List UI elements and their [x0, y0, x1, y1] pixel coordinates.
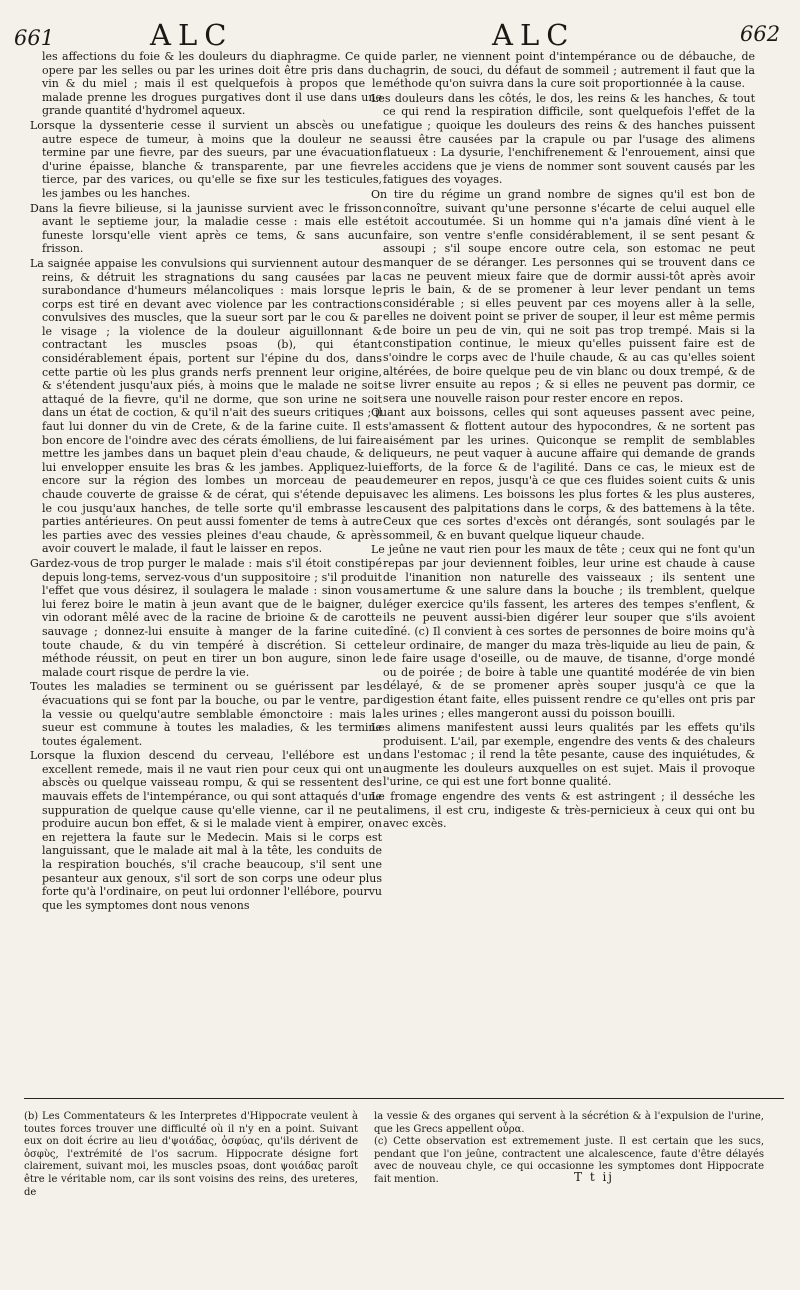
paragraph: Dans la fievre bilieuse, si la jaunisse survient avec le frisson avant le septieme jour, la maladie cesse : mais elle est funeste lorsqu'elle vient après ce tems, & sans aucun frisson.: [30, 201, 382, 256]
footnotes-right: [374, 1111, 764, 1187]
right-column: [371, 50, 755, 832]
paragraph: Le jeûne ne vaut rien pour les maux de tête ; ceux qui ne font qu'un repas par jour deviennent foibles, leur urine est chaude à cause de l'inanition non naturelle des vaisseaux ; ils sentent une amertume & une salure dans la bouche ; ils tremblent, quelque léger exercice qu'ils fassent, les arteres des tempes s'enflent, & ils ne peuvent aussi-bien digérer leur souper que s'ils avoient dîné. (c) Il convient à ces sortes de personnes de boire moins qu'à leur ordinaire, de manger du maza très-liquide au lieu de pain, & de faire usage d'oseille, ou de mauve, de tisanne, d'orge mondé ou de poirée ; de boire à table une quantité modérée de vin bien délayé, & de se promener après souper jusqu'à ce que la digestion étant faite, elles puissent rendre ce qu'elles ont pris par les urines ; elles mangeront aussi du poisson bouilli.: [371, 543, 755, 720]
footnote-b-continued: la vessie & des organes qui servent à la sécrétion & à l'expulsion de l'urine, que les Grecs appellent οὖρα.: [374, 1111, 764, 1135]
signature-mark: T t ij: [574, 1170, 615, 1184]
running-head-left: ALC: [150, 18, 234, 52]
paragraph: Lorsque la fluxion descend du cerveau, l'ellébore est un excellent remede, mais il ne vaut rien pour ceux qui ont un abscès ou quelque vaisseau rompu, & qui se ressentent des mauvais effets de l'intempérance, ou qui sont attaqués d'une suppuration de quelque cause qu'elle vienne, car il ne peut produire aucun bon effet, & si le malade vient à empirer, on en rejettera la faute sur le Medecin. Mais si le corps est languissant, que le malade ait mal à la tête, les conduits de la respiration bouchés, s'il crache beaucoup, s'il sent une pesanteur aux genoux, s'il sort de son corps une odeur plus forte qu'à l'ordinaire, on peut lui ordonner l'ellébore, pourvu que les symptomes dont nous venons: [30, 749, 382, 912]
paragraph: de parler, ne viennent point d'intempérance ou de débauche, de chagrin, de souci, du défaut de sommeil ; autrement il faut que la méthode qu'on suivra dans la cure soit proportionnée à la cause.: [383, 50, 755, 91]
paragraph: Le fromage engendre des vents & est astringent ; il desséche les alimens, il est cru, indigeste & très-pernicieux à ceux qui ont bu avec excès.: [371, 790, 755, 831]
footnote-b: (b) Les Commentateurs & les Interpretes d'Hippocrate veulent à toutes forces trouver une difficulté où il n'y en a point. Suivant eux on doit écrire au lieu d'ψοιάδας, ὀσφύας, qu'ils dérivent de ὀσφὺς, l'extrémité de l'os sacrum. Hippocrate désigne fort clairement, suivant moi, les muscles psoas, dont ψοιάδας paroît être le véritable nom, car ils sont voisins des reins, des ureteres, de: [24, 1111, 358, 1198]
paragraph: Les alimens manifestent aussi leurs qualités par les effets qu'ils produisent. L'ail, par exemple, engendre des vents & des chaleurs dans l'estomac ; il rend la tête pesante, cause des inquiétudes, & augmente les douleurs auxquelles on est sujet. Mais il provoque l'urine, ce qui est une fort bonne qualité.: [371, 721, 755, 789]
footnote-c: (c) Cette observation est extremement juste. Il est certain que les sucs, pendant que l'on jeûne, contractent une alcalescence, faute d'être délayés avec de nouveau chyle, ce qui occasionne les symptomes dont Hippocrate fait mention.: [374, 1136, 764, 1185]
page-header: [0, 0, 800, 52]
footnote-divider: [24, 1098, 784, 1099]
paragraph: Quant aux boissons, celles qui sont aqueuses passent avec peine, s'amassent & flottent autour des hypocondres, & ne sortent pas aisément par les urines. Quiconque se remplit de semblables liqueurs, ne peut vaquer à aucune affaire qui demande de grands efforts, de la force & de l'agilité. Dans ce cas, le mieux est de demeurer en repos, jusqu'à ce que ces fluides soient cuits & unis avec les alimens. Les boissons les plus fortes & les plus austeres, causent des palpitations dans le corps, & des battemens à la tête. Ceux que ces sortes d'excès ont dérangés, sont soulagés par le sommeil, & en buvant quelque liqueur chaude.: [371, 406, 755, 542]
footnotes-left: [24, 1111, 358, 1199]
paragraph: Lorsque la dyssenterie cesse il survient un abscès ou une autre espece de tumeur, à moins que la douleur ne se termine par une fievre, par des sueurs, par une évacuation d'urine épaisse, blanche & transparente, par une fievre tierce, par des varices, ou qu'elle se fixe sur les testicules, les jambes ou les hanches.: [30, 118, 382, 200]
paragraph: La saignée appaise les convulsions qui surviennent autour des reins, & détruit les stragnations du sang causées par la surabondance d'humeurs mélancoliques : mais lorsque le corps est tiré en devant avec violence par les contractions convulsives des muscles, que la sueur sort par le cou & par le visage ; la violence de la douleur aiguillonnant & contractant les muscles psoas (b), qui étant considérablement épais, portent sur l'épine du dos, dans cette partie où les plus grands nerfs prennent leur origine, & s'étendent jusqu'aux piés, à moins que le malade ne soit attaqué de la fievre, qu'il ne dorme, que son urine ne soit dans un état de coction, & qu'il n'ait des sueurs critiques ; il faut lui donner du vin de Crete, & de la farine cuite. Il est bon encore de l'oindre avec des cérats émolliens, de lui faire mettre les jambes dans un baquet plein d'eau chaude, & de lui envelopper ensuite les bras & les jambes. Appliquez-lui encore sur la région des lombes un morceau de peau chaude couverte de graisse & de cérat, qui s'étende depuis le cou jusqu'aux hanches, de telle sorte qu'il embrasse les parties antérieures. On peut aussi fomenter de tems à autre les parties avec des vessies pleines d'eau chaude, & après avoir couvert le malade, il faut le laisser en repos.: [30, 256, 382, 556]
left-column: [30, 50, 382, 913]
paragraph: Les douleurs dans les côtés, le dos, les reins & les hanches, & tout ce qui rend la respiration difficile, sont quelquefois l'effet de la fatigue ; quoique les douleurs des reins & des hanches puissent aussi être causées par la crapule ou par l'usage des alimens flatueux : La dysurie, l'enchifrenement & l'enrouement, ainsi que les accidens que je viens de nommer sont souvent causés par les fatigues des voyages.: [371, 91, 755, 187]
paragraph: les affections du foie & les douleurs du diaphragme. Ce qui opere par les selles ou par les urines doit être pris dans du vin & du miel ; mais il est quelquefois à propos que le malade prenne les drogues purgatives dont il use dans une grande quantité d'hydromel aqueux.: [42, 50, 382, 118]
page-number-right: 662: [740, 22, 781, 46]
paragraph: Toutes les maladies se terminent ou se guérissent par les évacuations qui se font par la bouche, ou par le ventre, par la vessie ou quelqu'autre semblable émonctoire : mais la sueur est commune à toutes les maladies, & les termine toutes également.: [30, 680, 382, 748]
page-number-left: 661: [14, 26, 55, 50]
running-head-right: ALC: [492, 18, 576, 52]
paragraph: Gardez-vous de trop purger le malade : mais s'il étoit constipé depuis long-tems, servez-vous d'un suppositoire ; s'il produit l'effet que vous désirez, il soulagera le malade : sinon vous lui ferez boire le matin à jeun avant que de le baigner, du vin odorant mêlé avec de la racine de brioine & de carotte sauvage ; donnez-lui ensuite à manger de la farine cuite toute chaude, & du vin tempéré à discrétion. Si cette méthode réussit, on peut en tirer un bon augure, sinon le malade court risque de perdre la vie.: [30, 556, 382, 679]
paragraph: On tire du régime un grand nombre de signes qu'il est bon de connoître, suivant qu'une personne s'écarte de celui auquel elle étoit accoutumée. Si un homme qui n'a jamais dîné vient à le faire, son ventre s'enfle considérablement, il se sent pesant & assoupi ; s'il soupe encore outre cela, son estomac ne peut manquer de se déranger. Les personnes qui se trouvent dans ce cas ne peuvent mieux faire que de dormir aussi-tôt après avoir pris le bain, & de se promener à leur lever pendant un tems considérable ; si elles peuvent par ces moyens aller à la selle, elles ne doivent point se priver de souper, il leur est même permis de boire un peu de vin, qui ne soit pas trop trempé. Mais si la constipation continue, le mieux qu'elles puissent faire est de s'oindre le corps avec de l'huile chaude, & au cas qu'elles soient altérées, de boire quelque peu de vin blanc ou doux trempé, & de se livrer ensuite au repos ; & si elles ne peuvent pas dormir, ce sera une nouvelle raison pour rester encore en repos.: [371, 187, 755, 405]
